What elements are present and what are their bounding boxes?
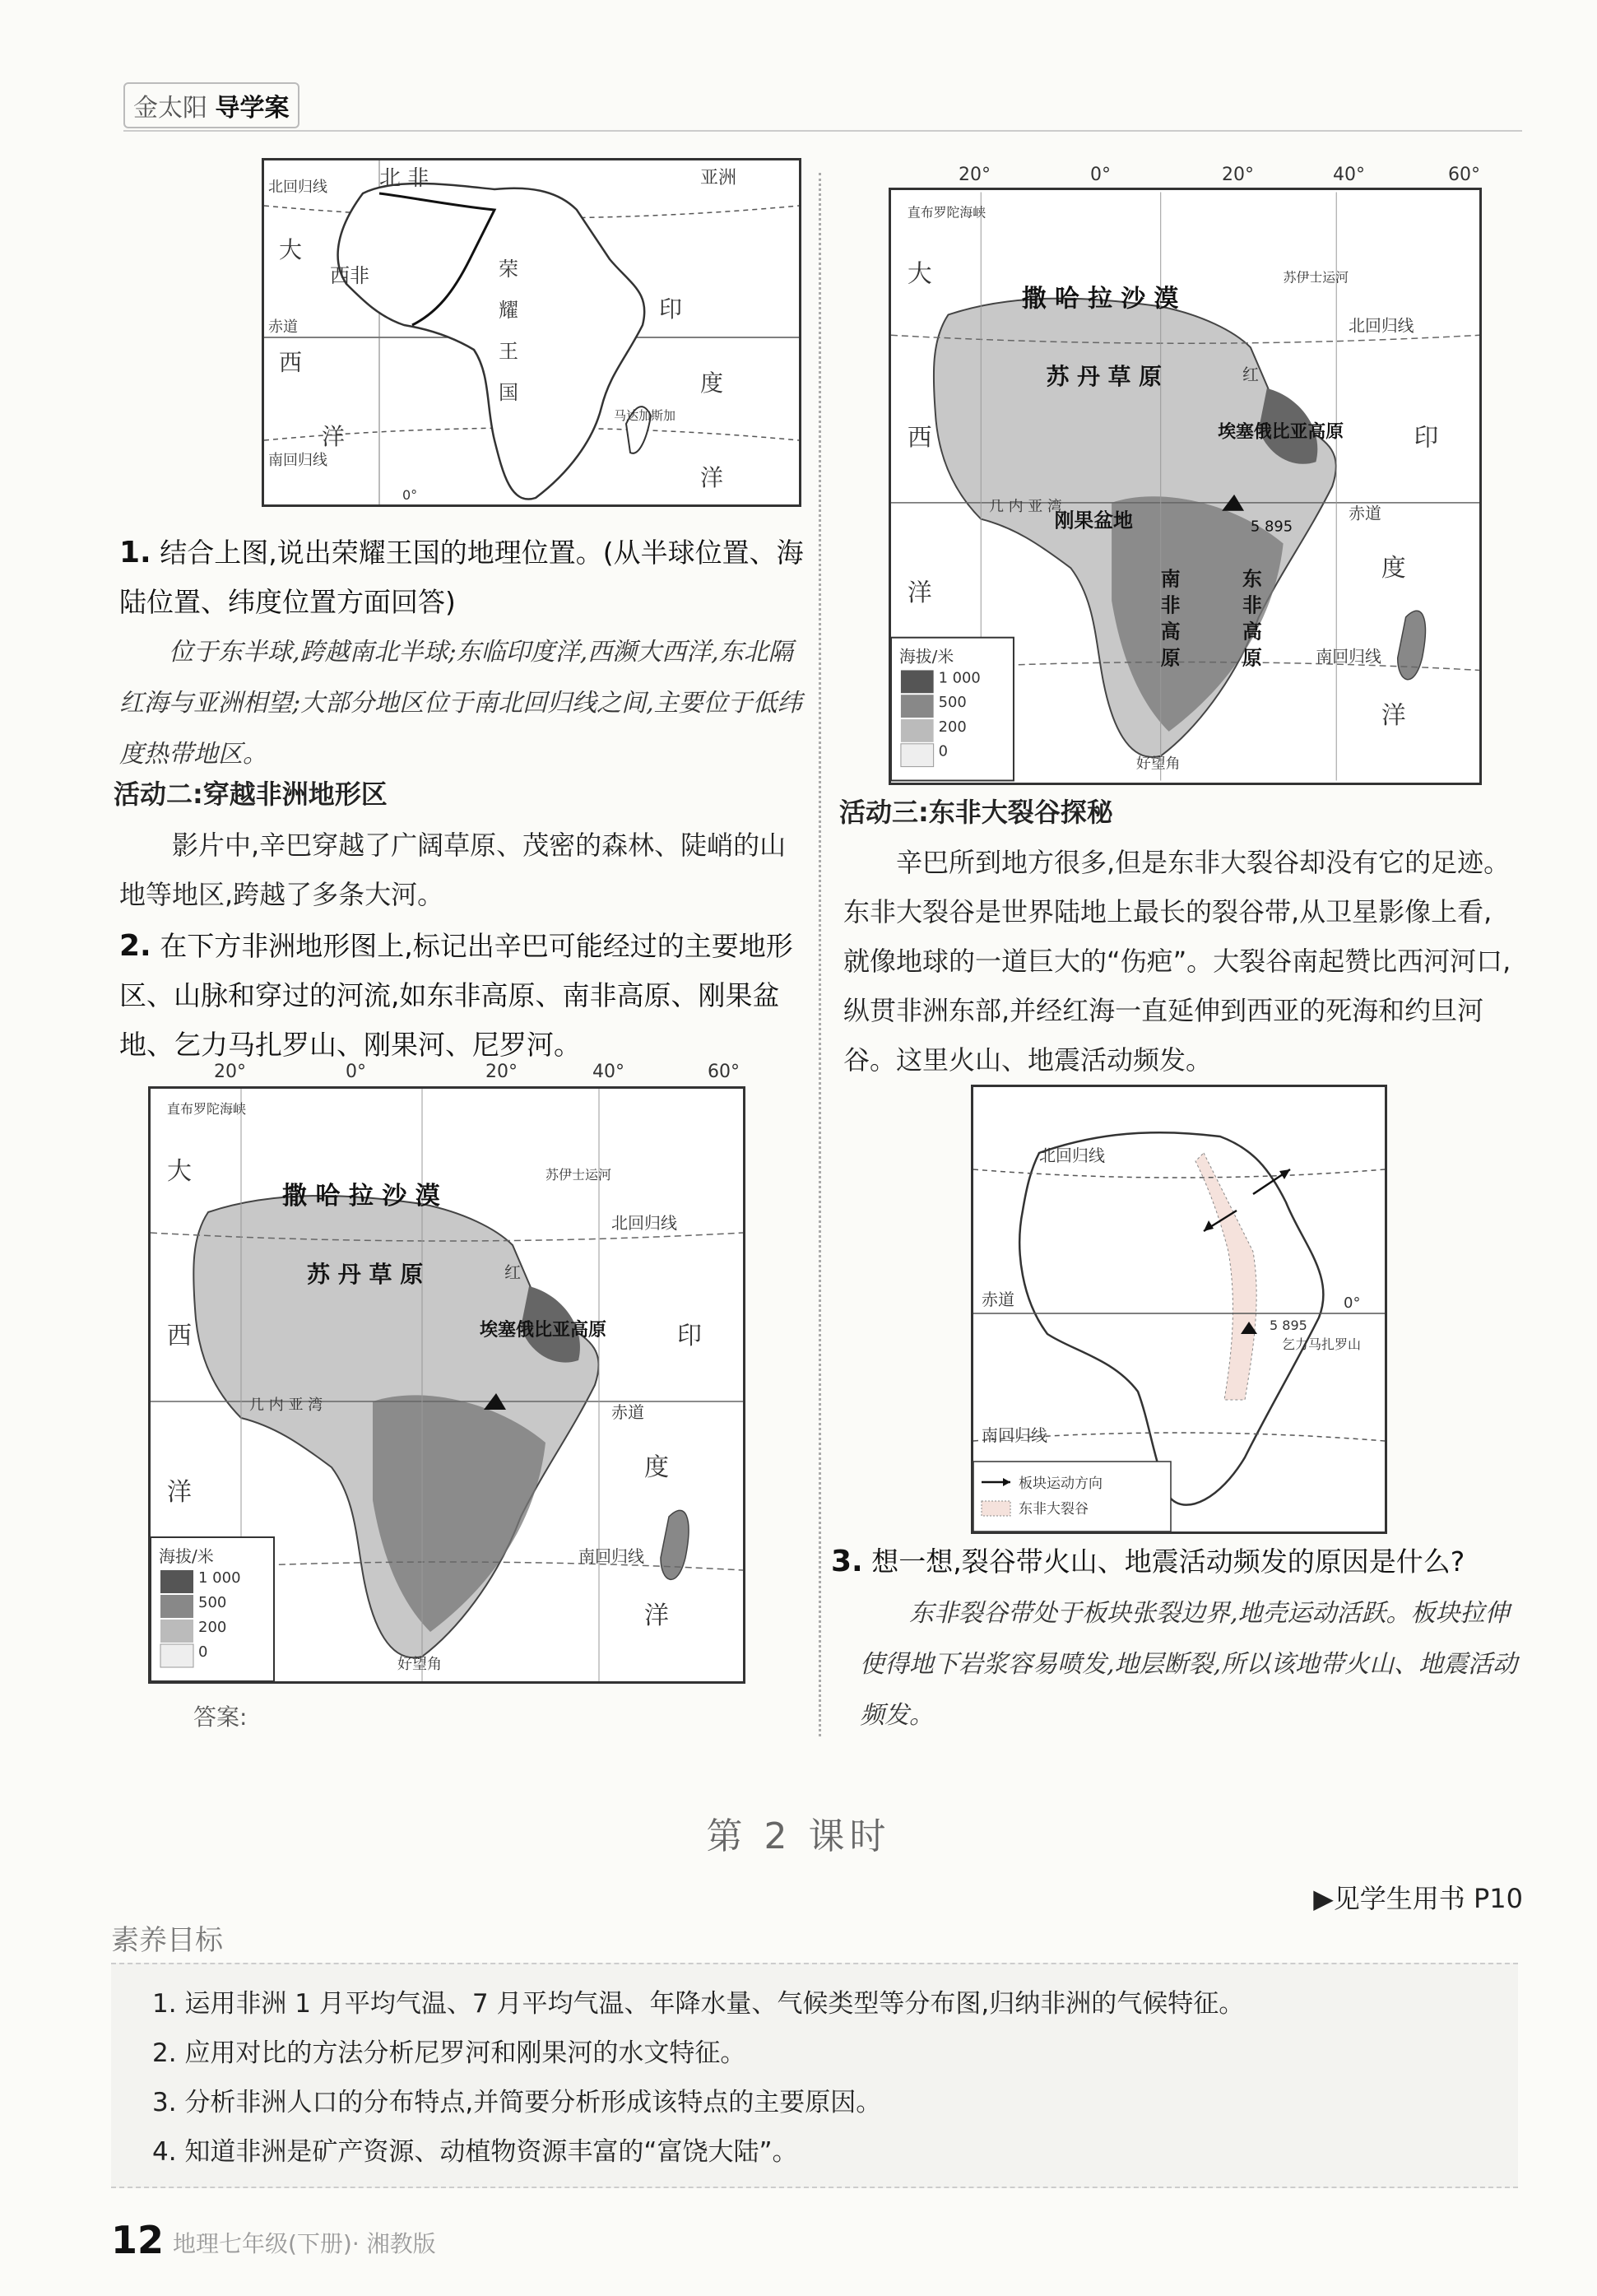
r-lon-tick-1: 20° xyxy=(959,165,991,185)
terrain-label-atlantic-2: 西 xyxy=(167,1322,192,1350)
goals-box xyxy=(111,1963,1518,2188)
label-north-africa: 北 非 xyxy=(379,166,429,191)
rift-legend-box xyxy=(973,1462,1171,1531)
activity-3-text: 辛巴所到地方很多,但是东非大裂谷却没有它的足迹。东非大裂谷是世界陆地上最长的裂谷带,从卫星影像上看,就像地球的一道巨大的“伤疤”。大裂谷南起赞比西河河口,纵贯非洲东部,并经红海一直延伸到西亚的死海和约旦河谷。这里火山、地震活动频发。 xyxy=(843,847,1511,1076)
book-title: 地理七年级(下册)· 湘教版 xyxy=(173,2230,436,2257)
rift-label-zero: 0° xyxy=(1344,1294,1361,1312)
terrain-left-lon-ticks xyxy=(148,1062,740,1086)
label-tropic-south: 南回归线 xyxy=(268,452,327,469)
lon-tick-2: 0° xyxy=(346,1062,366,1082)
label-asia: 亚洲 xyxy=(700,168,737,188)
r-terrain-legend-item-1: 1 000 xyxy=(938,669,981,687)
terrain-label-suez: 苏伊士运河 xyxy=(545,1167,612,1183)
kingdom-outline-map xyxy=(262,158,801,507)
terrain-map-left-svg xyxy=(151,1089,743,1681)
terrain-label-sudan: 苏 丹 草 原 xyxy=(307,1261,424,1288)
terrain-label-atlantic-1: 大 xyxy=(167,1157,192,1186)
r-terrain-label-atlantic-1: 大 xyxy=(907,259,932,289)
r-terrain-label-indian-2: 度 xyxy=(1381,554,1406,583)
r-lon-tick-5: 60° xyxy=(1448,165,1480,185)
rift-legend-swatch xyxy=(982,1501,1010,1516)
label-tropic-north: 北回归线 xyxy=(268,179,327,196)
r-terrain-label-sudan: 苏 丹 草 原 xyxy=(1046,362,1162,390)
r-terrain-legend-swatch-3 xyxy=(901,719,934,742)
r-terrain-legend-item-4: 0 xyxy=(938,742,948,760)
terrain-label-indian-2: 度 xyxy=(644,1453,669,1482)
terrain-label-sahara: 撒 哈 拉 沙 漠 xyxy=(282,1182,440,1211)
label-kingdom-1: 荣 xyxy=(499,258,518,281)
terrain-label-atlantic-3: 洋 xyxy=(167,1478,192,1507)
terrain-legend-swatch-4 xyxy=(160,1644,193,1667)
brand-logo xyxy=(123,82,299,128)
r-terrain-label-atlantic-2: 西 xyxy=(907,423,932,453)
r-terrain-legend-swatch-2 xyxy=(901,695,934,718)
activity-3-title: 活动三:东非大裂谷探秘 xyxy=(839,797,1113,828)
label-kingdom-3: 王 xyxy=(499,340,518,363)
terrain-label-tropic-south: 南回归线 xyxy=(578,1546,644,1566)
rift-label-peak-name: 乞力马扎罗山 xyxy=(1282,1336,1362,1352)
terrain-label-cape: 好望角 xyxy=(397,1656,442,1673)
r-terrain-label-congo: 刚果盆地 xyxy=(1054,509,1133,532)
page-number: 12 xyxy=(111,2218,165,2262)
goal-item-1: 1. 运用非洲 1 月平均气温、7 月平均气温、年降水量、气候类型等分布图,归纳非洲的气候特征。 xyxy=(152,1989,1245,2019)
terrain-label-equator: 赤道 xyxy=(611,1402,644,1422)
r-terrain-label-tropic-south: 南回归线 xyxy=(1316,647,1381,667)
r-lon-tick-4: 40° xyxy=(1333,165,1365,185)
r-terrain-label-red-sea: 红 xyxy=(1242,365,1259,384)
label-indian-2: 度 xyxy=(700,369,724,397)
question-2 xyxy=(119,922,806,1070)
label-kingdom-4: 国 xyxy=(499,381,518,404)
lon-tick-5: 60° xyxy=(708,1062,740,1082)
r-terrain-label-cape: 好望角 xyxy=(1135,755,1181,773)
terrain-right-lon-ticks xyxy=(889,165,1481,189)
r-terrain-legend-swatch-4 xyxy=(901,744,934,767)
r-terrain-label-suez: 苏伊士运河 xyxy=(1283,269,1349,286)
terrain-map-right xyxy=(889,188,1482,785)
r-terrain-label-atlantic-3: 洋 xyxy=(907,579,932,608)
label-kingdom-2: 耀 xyxy=(499,299,518,322)
label-madagascar: 马达加斯加 xyxy=(614,408,676,423)
activity-2-title: 活动二:穿越非洲地形区 xyxy=(114,779,388,810)
terrain-legend-item-3: 200 xyxy=(198,1619,227,1636)
column-divider xyxy=(819,173,821,1736)
terrain-label-indian-3: 洋 xyxy=(644,1601,669,1630)
r-terrain-label-indian-3: 洋 xyxy=(1381,700,1406,730)
r-terrain-label-gibraltar: 直布罗陀海峡 xyxy=(907,204,987,221)
terrain-label-indian-1: 印 xyxy=(677,1322,702,1350)
r-lon-tick-3: 20° xyxy=(1222,165,1254,185)
question-1 xyxy=(119,528,806,627)
r-terrain-label-equator: 赤道 xyxy=(1349,504,1381,523)
question-2-text: 在下方非洲地形图上,标记出辛巴可能经过的主要地形区、山脉和穿过的河流,如东非高原、南非高原、刚果盆地、乞力马扎罗山、刚果河、尼罗河。 xyxy=(119,930,793,1061)
goal-item-3: 3. 分析非洲人口的分布特点,并简要分析形成该特点的主要原因。 xyxy=(152,2088,882,2117)
goal-item-2: 2. 应用对比的方法分析尼罗河和刚果河的水文特征。 xyxy=(152,2038,746,2068)
header-divider xyxy=(123,130,1522,132)
rift-map-svg xyxy=(973,1087,1385,1531)
lon-tick-1: 20° xyxy=(214,1062,246,1082)
question-2-number: 2. xyxy=(119,929,151,963)
r-terrain-label-sahara: 撒 哈 拉 沙 漠 xyxy=(1021,284,1179,314)
r-terrain-label-kilimanjaro: 5 895 xyxy=(1250,518,1293,536)
kingdom-map-svg xyxy=(264,160,799,504)
question-1-answer-text: 位于东半球,跨越南北半球;东临印度洋,西濒大西洋,东北隔红海与亚洲相望;大部分地区位于南北回归线之间,主要位于低纬度热带地区。 xyxy=(119,638,802,769)
label-indian-3: 洋 xyxy=(700,464,724,491)
question-3-answer-text: 东非裂谷带处于板块张裂边界,地壳运动活跃。板块拉伸使得地下岩浆容易喷发,地层断裂,所以该地带火山、地震活动频发。 xyxy=(860,1599,1518,1730)
label-west-africa: 西非 xyxy=(330,264,369,287)
rift-label-tropic-south: 南回归线 xyxy=(982,1425,1047,1445)
rift-label-peak: 5 895 xyxy=(1270,1318,1307,1333)
student-book-reference[interactable]: ▶见学生用书 P10 xyxy=(1313,1883,1523,1914)
r-terrain-label-tropic-north: 北回归线 xyxy=(1349,316,1414,336)
r-terrain-label-south-plateau: 南 非 高 原 xyxy=(1157,568,1181,667)
r-terrain-legend-item-2: 500 xyxy=(938,694,967,712)
terrain-legend-item-2: 500 xyxy=(198,1594,227,1611)
rift-label-tropic-north: 北回归线 xyxy=(1039,1146,1105,1165)
question-1-number: 1. xyxy=(119,536,151,569)
terrain-legend-title: 海拔/米 xyxy=(159,1546,214,1566)
brand-name: 金太阳 xyxy=(133,94,207,123)
terrain-legend-swatch-3 xyxy=(160,1620,193,1643)
terrain-label-tropic-north: 北回归线 xyxy=(611,1213,677,1233)
question-3-answer xyxy=(860,1588,1518,1741)
r-terrain-label-east-plateau: 东 非 高 原 xyxy=(1238,568,1262,667)
terrain-label-gulf-guinea: 几 内 亚 湾 xyxy=(249,1397,323,1414)
question-2-answer-label: 答案: xyxy=(193,1703,248,1731)
question-3-number: 3. xyxy=(831,1545,863,1578)
rift-legend-item-2: 东非大裂谷 xyxy=(1019,1501,1089,1517)
r-terrain-label-gulf-guinea: 几 内 亚 湾 xyxy=(989,497,1062,515)
rift-label-equator: 赤道 xyxy=(982,1290,1014,1309)
rift-valley-map xyxy=(971,1085,1387,1534)
goal-item-4: 4. 知道非洲是矿产资源、动植物资源丰富的“富饶大陆”。 xyxy=(152,2137,798,2167)
activity-2-text: 影片中,辛巴穿越了广阔草原、茂密的森林、陡峭的山地等地区,跨越了多条大河。 xyxy=(119,830,787,910)
label-prime-meridian: 0° xyxy=(402,487,418,503)
terrain-map-left xyxy=(148,1086,745,1684)
label-equator: 赤道 xyxy=(268,318,298,336)
terrain-legend-swatch-1 xyxy=(160,1570,193,1593)
label-atlantic-2: 西 xyxy=(279,349,303,376)
goals-title: 素养目标 xyxy=(111,1924,223,1957)
terrain-legend-swatch-2 xyxy=(160,1595,193,1618)
r-terrain-label-ethiopia: 埃塞俄比亚高原 xyxy=(1218,421,1344,443)
africa-outline xyxy=(338,184,645,500)
question-1-text: 结合上图,说出荣耀王国的地理位置。(从半球位置、海陆位置、纬度位置方面回答) xyxy=(119,537,804,618)
question-1-answer xyxy=(119,627,806,780)
r-lon-tick-2: 0° xyxy=(1090,165,1111,185)
question-3-text: 想一想,裂谷带火山、地震活动频发的原因是什么? xyxy=(871,1545,1465,1578)
label-indian-1: 印 xyxy=(659,295,683,323)
label-atlantic-1: 大 xyxy=(279,236,303,263)
r-terrain-label-indian-1: 印 xyxy=(1414,423,1439,453)
question-3 xyxy=(831,1537,1522,1587)
rift-legend-item-1: 板块运动方向 xyxy=(1019,1476,1103,1492)
lesson-title: 第 2 课时 xyxy=(706,1815,891,1857)
terrain-legend-item-1: 1 000 xyxy=(198,1569,241,1587)
label-atlantic-3: 洋 xyxy=(322,423,346,450)
lon-tick-4: 40° xyxy=(592,1062,624,1082)
brand-subtitle: 导学案 xyxy=(215,94,290,123)
lon-tick-3: 20° xyxy=(485,1062,518,1082)
terrain-legend-item-4: 0 xyxy=(198,1643,208,1661)
terrain-map-right-svg xyxy=(891,190,1479,783)
r-terrain-legend-title: 海拔/米 xyxy=(898,647,954,667)
r-terrain-legend-item-3: 200 xyxy=(938,718,967,736)
r-terrain-legend-swatch-1 xyxy=(901,670,934,693)
terrain-label-gibraltar: 直布罗陀海峡 xyxy=(167,1101,247,1117)
terrain-label-red-sea: 红 xyxy=(504,1262,521,1282)
terrain-label-ethiopia: 埃塞俄比亚高原 xyxy=(480,1320,607,1341)
